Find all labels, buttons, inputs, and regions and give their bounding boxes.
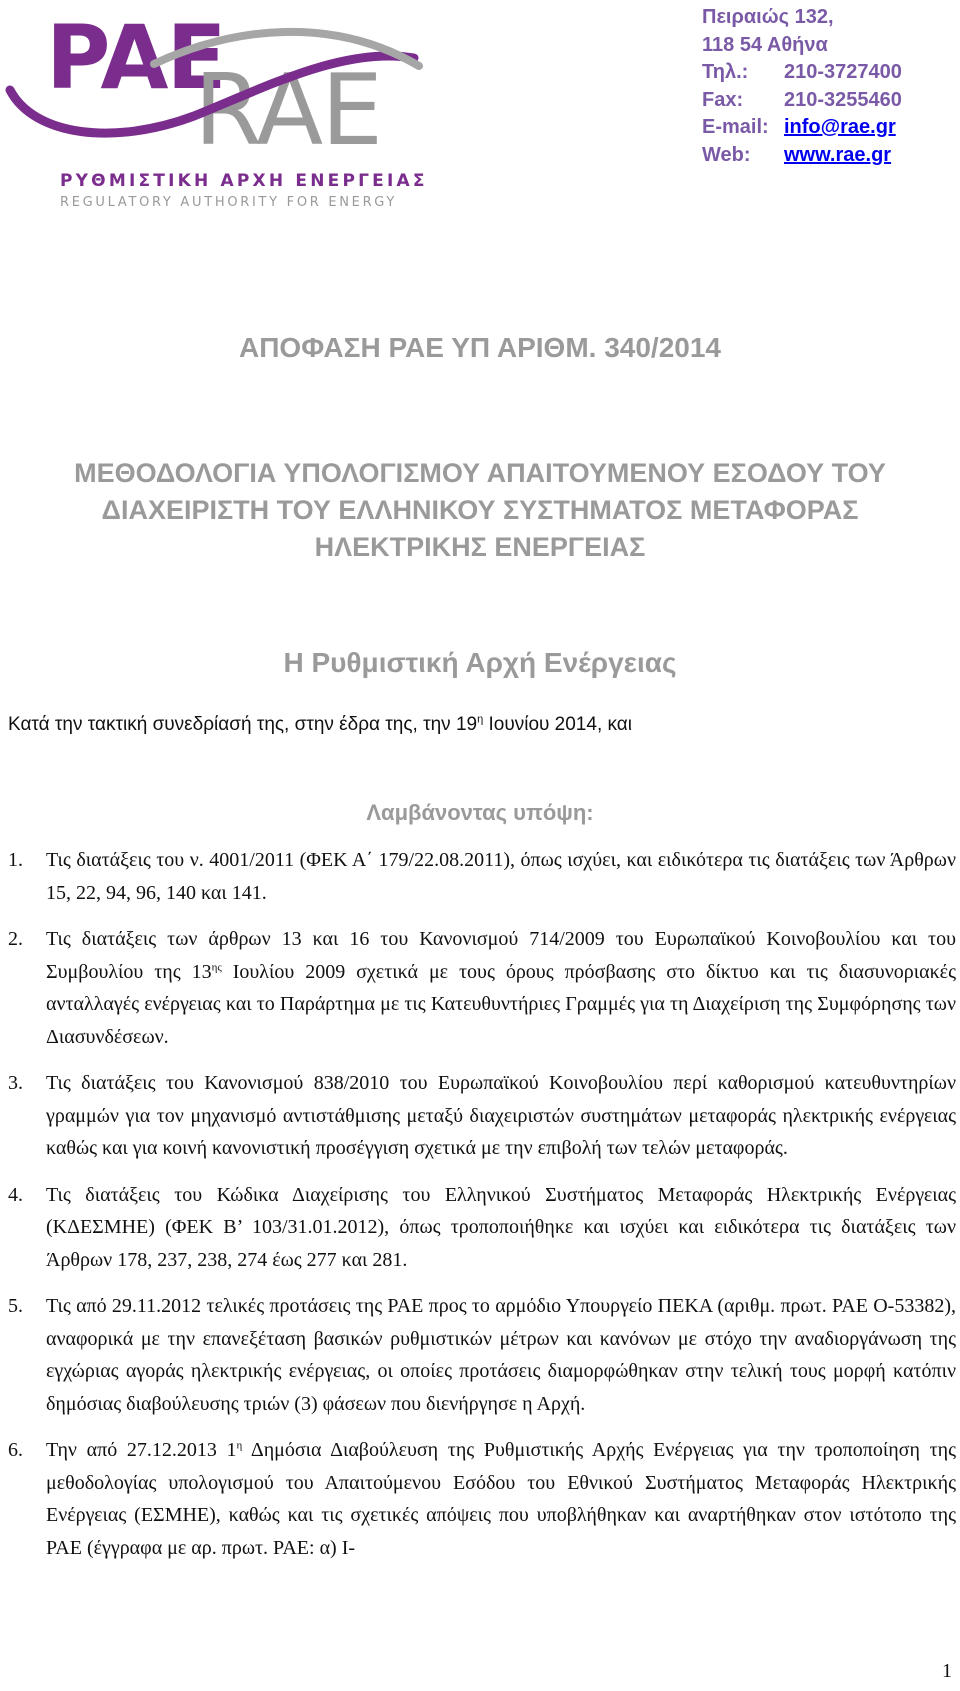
contact-tel <box>702 59 902 87</box>
list-item-number: 5. <box>8 1295 23 1317</box>
rae-logo-mark <box>4 6 434 171</box>
list-item-number: 2. <box>8 928 23 950</box>
list-item <box>8 1290 956 1420</box>
list-item-text: Τις διατάξεις του Κώδικα Διαχείρισης του Ελληνικού Συστήματος Μεταφοράς Ηλεκτρικής Ενέργειας (ΚΔΕΣΜΗΕ) (ΦΕΚ Β’ 103/31.01.2012), όπως τροποποιήθηκε και ισχύει και ειδικότερα τις διατάξεις των Άρθρων 178, 237, 238, 274 έως 277 και 281. <box>46 1183 956 1271</box>
list-item <box>8 923 956 1053</box>
fax-value: 210-3255460 <box>784 88 902 111</box>
list-item <box>8 1067 956 1165</box>
session-statement <box>8 714 632 736</box>
considering-heading: Λαμβάνοντας υπόψη: <box>366 800 594 825</box>
session-text-before: Κατά την τακτική συνεδρίασή της, στην έδρα της, την 19 <box>8 714 478 735</box>
list-item-text-after: Ιουλίου 2009 σχετικά με τους όρους πρόσβασης στο δίκτυο και τις διασυνοριακές ανταλλαγές ενέργειας και το Παράρτημα με τις Κατευθυντήριες Γραμμές για τη Διαχείριση της Συμφόρησης των Διασυνδέσεων. <box>46 960 956 1048</box>
list-item-superscript: η <box>236 1439 243 1452</box>
contact-web <box>702 142 902 170</box>
contact-fax <box>702 87 902 115</box>
email-link[interactable]: info@rae.gr <box>784 116 896 138</box>
address-street: Πειραιώς 132, <box>702 6 834 28</box>
list-item-text <box>46 923 956 1053</box>
session-superscript: η <box>477 713 484 726</box>
email-label: E-mail: <box>702 116 769 138</box>
page-number: 1 <box>942 1660 952 1682</box>
tel-value: 210-3727400 <box>784 61 902 83</box>
list-item-text-after: Δημόσια Διαβούλευση της Ρυθμιστικής Αρχής Ενέργειας για την τροποποίηση της μεθοδολογίας υπολογισμού του Απαιτούμενου Εσόδου του Εθνικού Συστήματος Μεταφοράς Ηλεκτρικής Ενέργειας (ΕΣΜΗΕ), καθώς και τις σχετικές απόψεις που υποβλήθηκαν και αναρτήθηκαν στον ιστότοπο της ΡΑΕ (έγγραφα με αρ. πρωτ. ΡΑΕ: α) Ι- <box>46 1439 956 1559</box>
tel-label: Τηλ.: <box>702 61 749 83</box>
list-item <box>8 844 956 909</box>
logo-name-greek: ΡΥΘΜΙΣΤΙΚΗ ΑΡΧΗ ΕΝΕΡΓΕΙΑΣ <box>60 171 428 191</box>
web-label: Web: <box>702 143 751 166</box>
methodology-title-line-2: ΔΙΑΧΕΙΡΙΣΤΗ ΤΟΥ ΕΛΛΗΝΙΚΟΥ ΣΥΣΤΗΜΑΤΟΣ ΜΕΤΑΦΟΡΑΣ <box>101 495 859 525</box>
list-item-text: Τις από 29.11.2012 τελικές προτάσεις της ΡΑΕ προς το αρμόδιο Υπουργείο ΠΕΚΑ (αριθμ. πρωτ. ΡΑΕ Ο-53382), αναφορικά με την επανεξέταση βασικών ρυθμιστικών μέτρων και κανόνων με στόχο την αναδιοργάνωση της εγχώριας αγοράς ηλεκτρικής ενέργειας, οι οποίες προτάσεις διαμορφώθηκαν στην τελική τους μορφή κατόπιν δημόσιας διαβούλευσης τριών (3) φάσεων που διενήργησε η Αρχή. <box>46 1295 956 1415</box>
rae-logo <box>4 6 434 210</box>
list-item-text: Τις διατάξεις του Κανονισμού 838/2010 του Ευρωπαϊκού Κοινοβουλίου περί καθορισμού κατευθυντηρίων γραμμών για τον μηχανισμό αντιστάθμισης μεταξύ διαχειριστών συστημάτων μεταφοράς ηλεκτρικής ενέργειας καθώς και για κοινή κανονιστική προσέγγιση σχετικά με την επιβολή των τελών μεταφοράς. <box>46 1072 956 1159</box>
contact-email <box>702 114 902 142</box>
contact-block <box>702 4 902 169</box>
list-item-text-before: Την από 27.12.2013 1 <box>46 1439 237 1461</box>
methodology-title <box>0 455 960 566</box>
address-line-1 <box>702 4 902 32</box>
list-item-number: 3. <box>8 1072 23 1094</box>
list-item <box>8 1434 956 1564</box>
methodology-title-line-3: ΗΛΕΚΤΡΙΚΗΣ ΕΝΕΡΓΕΙΑΣ <box>314 532 646 562</box>
logo-name-english: REGULATORY AUTHORITY FOR ENERGY <box>60 195 398 210</box>
address-city: 118 54 Αθήνα <box>702 33 828 56</box>
list-item-text: Τις διατάξεις του ν. 4001/2011 (ΦΕΚ Α΄ 179/22.08.2011), όπως ισχύει, και ειδικότερα τις διατάξεις των Άρθρων 15, 22, 94, 96, 140 και 141. <box>46 849 956 904</box>
list-item-number: 1. <box>8 849 23 871</box>
address-line-2 <box>702 32 902 60</box>
fax-label: Fax: <box>702 88 744 111</box>
list-item-superscript: ης <box>211 960 222 973</box>
logo-text-purple: PAE <box>46 6 225 109</box>
list-item-number: 4. <box>8 1183 23 1206</box>
list-item <box>8 1179 956 1277</box>
session-text-after: Ιουνίου 2014, και <box>483 714 632 735</box>
considerations-list <box>8 844 956 1578</box>
web-link[interactable]: www.rae.gr <box>784 143 892 166</box>
logo-text-gray: RAE <box>194 54 382 168</box>
decision-title: ΑΠΟΦΑΣΗ ΡΑΕ ΥΠ ΑΡΙΘΜ. 340/2014 <box>238 332 721 363</box>
list-item-text-before: Τις διατάξεις των άρθρων 13 και 16 του Κανονισμού 714/2009 του Ευρωπαϊκού Κοινοβουλίου και του Συμβουλίου της 13 <box>46 928 956 983</box>
list-item-text <box>46 1434 956 1564</box>
authority-heading: Η Ρυθμιστική Αρχή Ενέργειας <box>283 647 677 678</box>
list-item-number: 6. <box>8 1439 23 1461</box>
methodology-title-line-1: ΜΕΘΟΔΟΛΟΓΙΑ ΥΠΟΛΟΓΙΣΜΟΥ ΑΠΑΙΤΟΥΜΕΝΟΥ ΕΣΟΔΟΥ ΤΟΥ <box>74 458 886 488</box>
